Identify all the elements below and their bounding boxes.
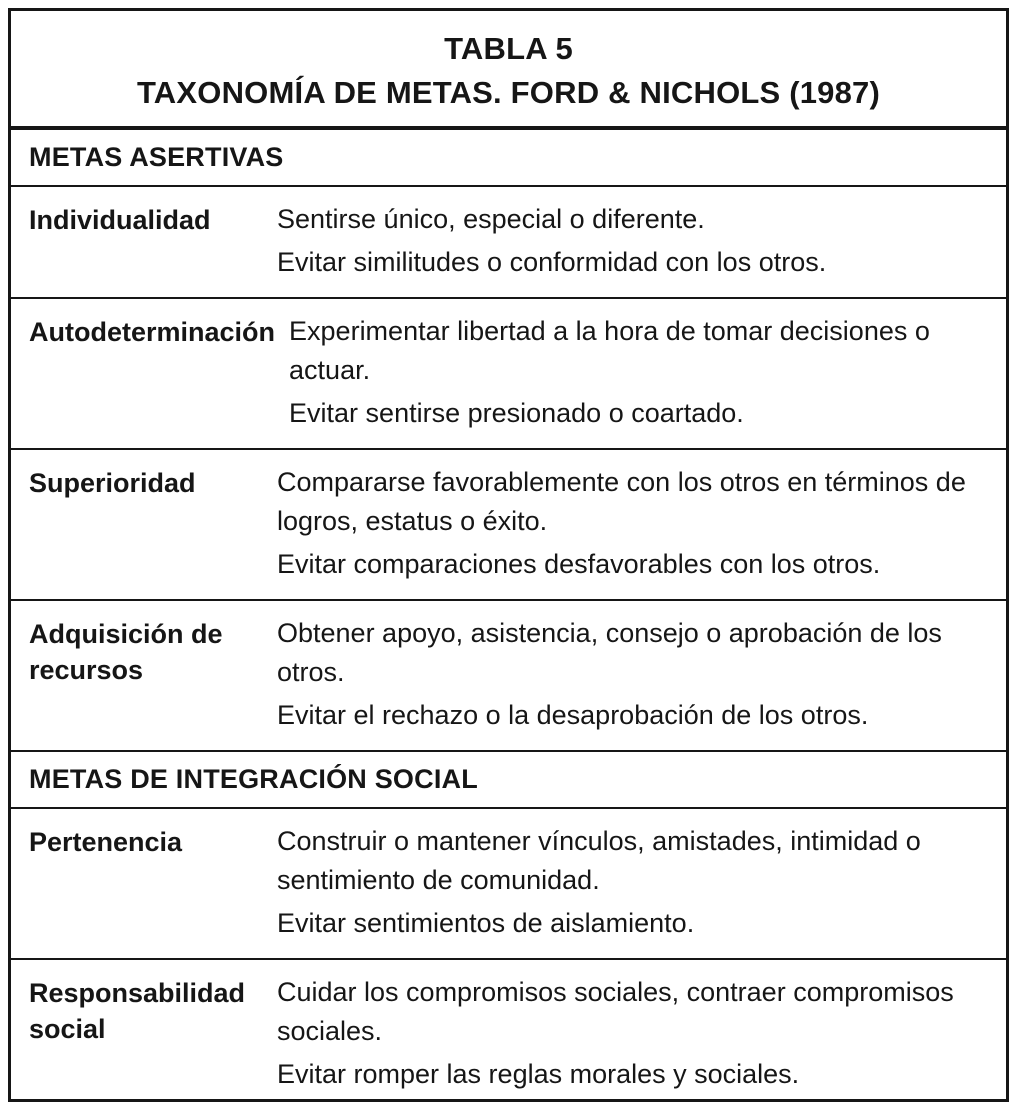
row-term: Responsabilidad social <box>29 978 246 1044</box>
table-row-pertenencia <box>11 809 1006 960</box>
goal-text: Construir o mantener vínculos, amistades, intimidad o sentimiento de comunidad. <box>277 826 921 895</box>
table-row-responsabilidad-social <box>11 960 1006 1102</box>
avoid-text: Evitar similitudes o conformidad con los otros. <box>277 247 827 277</box>
avoid-text: Evitar sentimientos de aislamiento. <box>277 908 695 938</box>
avoid-text: Evitar romper las reglas morales y sociales. <box>277 1059 800 1089</box>
table-title-block <box>11 11 1006 130</box>
row-description <box>277 200 990 282</box>
avoid-text: Evitar el rechazo o la desaprobación de los otros. <box>277 700 869 730</box>
row-term: Pertenencia <box>29 827 183 857</box>
table-row-adquisicion-de-recursos <box>11 601 1006 752</box>
goal-text: Experimentar libertad a la hora de tomar decisiones o actuar. <box>289 316 930 385</box>
goal-text: Sentirse único, especial o diferente. <box>277 204 705 234</box>
row-description <box>277 614 990 735</box>
avoid-text: Evitar comparaciones desfavorables con los otros. <box>277 549 881 579</box>
row-description <box>277 973 990 1094</box>
table-caption: TAXONOMÍA DE METAS. FORD & NICHOLS (1987) <box>136 75 881 110</box>
row-term: Adquisición de recursos <box>29 619 223 685</box>
row-term: Superioridad <box>29 468 196 498</box>
row-term: Individualidad <box>29 205 211 235</box>
avoid-text: Evitar sentirse presionado o coartado. <box>289 398 744 428</box>
section-header-metas-asertivas: METAS ASERTIVAS <box>11 130 1006 187</box>
section-header-metas-integracion-social: METAS DE INTEGRACIÓN SOCIAL <box>11 752 1006 809</box>
row-description <box>277 463 990 584</box>
row-description <box>277 822 990 943</box>
row-term: Autodeterminación <box>29 317 276 347</box>
table-row-superioridad <box>11 450 1006 601</box>
table-row-autodeterminacion <box>11 299 1006 450</box>
row-description <box>289 312 990 433</box>
table-row-individualidad <box>11 187 1006 299</box>
goal-text: Cuidar los compromisos sociales, contraer compromisos sociales. <box>277 977 954 1046</box>
taxonomy-table <box>8 8 1009 1102</box>
table-number: TABLA 5 <box>444 31 573 66</box>
goal-text: Obtener apoyo, asistencia, consejo o aprobación de los otros. <box>277 618 942 687</box>
goal-text: Compararse favorablemente con los otros en términos de logros, estatus o éxito. <box>277 467 966 536</box>
